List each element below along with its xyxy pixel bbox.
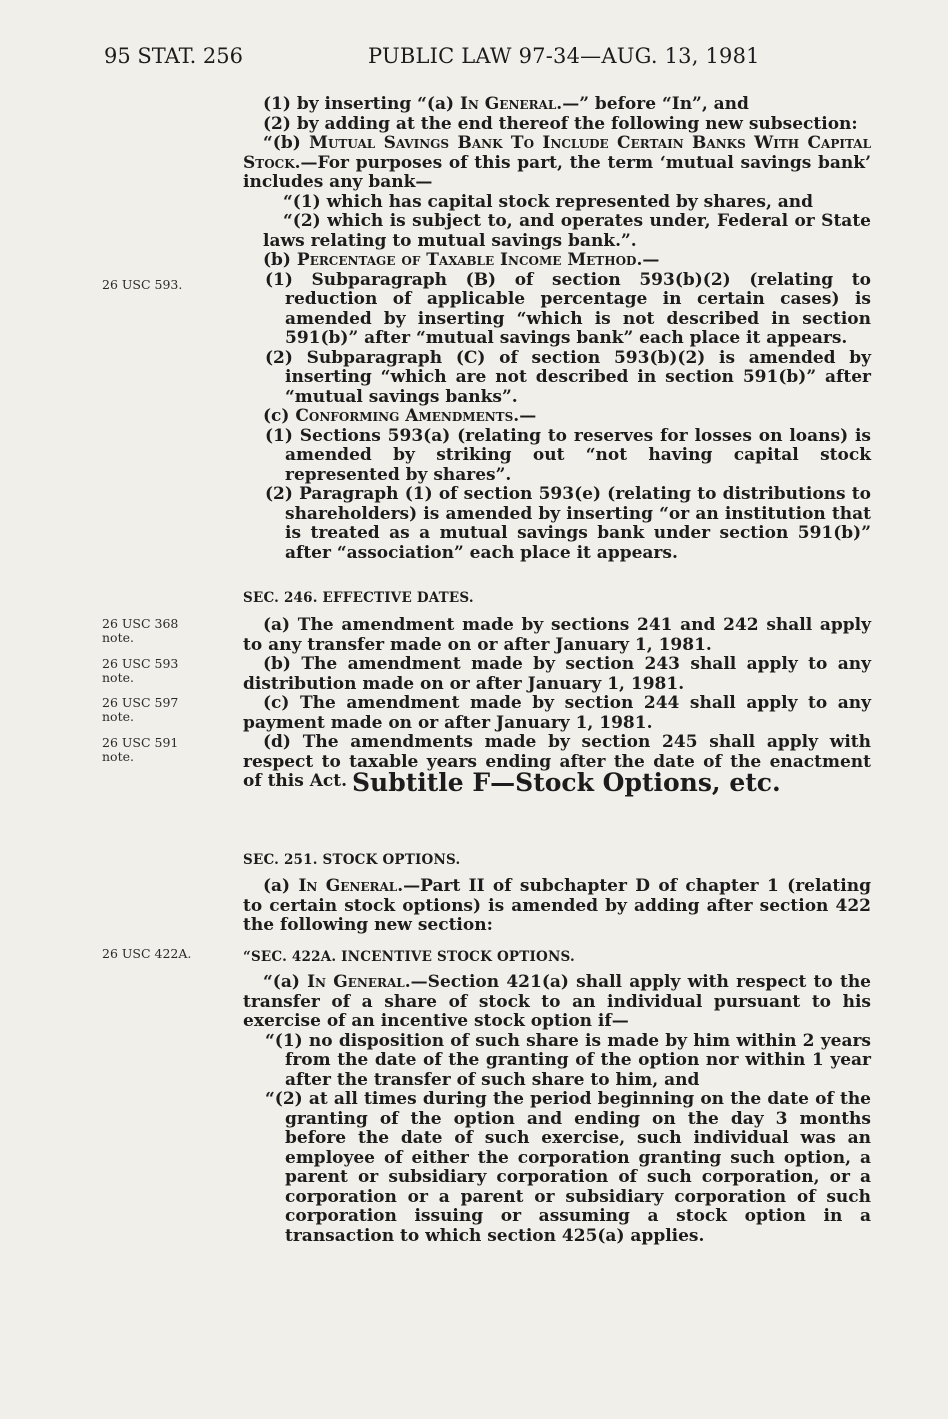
- sec-422a-heading: “SEC. 422A. INCENTIVE STOCK OPTIONS.: [243, 949, 575, 965]
- sec-251-heading: SEC. 251. STOCK OPTIONS.: [243, 852, 461, 868]
- paragraph: “(2) which is subject to, and operates under, Federal or State laws relating to mutual savings bank.”.: [263, 211, 871, 251]
- sec-251-body: [243, 877, 871, 936]
- paragraph: (a) The amendment made by sections 241 and 242 shall apply to any transfer made on or after January 1, 1981.: [243, 615, 871, 655]
- paragraph: (1) by inserting “(a) In General.—” before “In”, and: [263, 94, 749, 114]
- paragraph: (c) Conforming Amendments.—: [263, 406, 537, 426]
- margin-note-593-note: 26 USC 593 note.: [102, 656, 179, 685]
- paragraph: “(2) at all times during the period beginning on the date of the granting of the option and ending on the day 3 months before the date of such exercise, such individual was an employee of either the corporation granting such option, a parent or subsidiary corporation of such corporation, or a corporation or a parent or subsidiary corporation of such corporation issuing or assuming a stock option in a transaction to which section 425(a) applies.: [265, 1089, 871, 1246]
- paragraph: (2) Paragraph (1) of section 593(e) (relating to distributions to shareholders) is amended by inserting “or an institution that is treated as a mutual savings bank under section 591(b)” after “association” each place it appears.: [265, 484, 871, 563]
- paragraph: (d) The amendments made by section 245 shall apply with respect to taxable years ending after the date of the enactment of this Act.: [243, 732, 871, 791]
- margin-note-593: 26 USC 593.: [102, 277, 183, 292]
- law-title: PUBLIC LAW 97-34—AUG. 13, 1981: [368, 44, 760, 68]
- paragraph: (b) Percentage of Taxable Income Method.—: [263, 250, 660, 270]
- paragraph: “(1) no disposition of such share is made by him within 2 years from the date of the granting of the option nor within 1 year after the transfer of such share to him, and: [265, 1030, 871, 1090]
- paragraph: (c) The amendment made by section 244 shall apply to any payment made on or after January 1, 1981.: [243, 693, 871, 733]
- margin-note-591: 26 USC 591 note.: [102, 735, 179, 764]
- paragraph: (2) by adding at the end thereof the following new subsection:: [263, 113, 858, 134]
- margin-note-368: 26 USC 368 note.: [102, 616, 179, 645]
- sec-246-body: [243, 616, 871, 792]
- paragraph: “(1) which has capital stock represented by shares, and: [283, 191, 814, 212]
- paragraph: “(b) Mutual Savings Bank To Include Certain Banks With Capital Stock.—For purposes of this part, the term ‘mutual savings bank’ includes any bank—: [243, 133, 872, 192]
- subtitle-heading: Subtitle F—Stock Options, etc.: [352, 768, 781, 797]
- paragraph: (a) In General.—Part II of subchapter D of chapter 1 (relating to certain stock options) is amended by adding after section 422 the following new section:: [243, 876, 871, 935]
- page-header: [0, 44, 948, 84]
- sec-246-heading: SEC. 246. EFFECTIVE DATES.: [243, 590, 474, 606]
- sec-422a-body: [243, 973, 871, 1246]
- paragraph: (2) Subparagraph (C) of section 593(b)(2) is amended by inserting “which are not described in section 591(b)” after “mutual savings banks”.: [265, 347, 871, 407]
- margin-note-422a: 26 USC 422A.: [102, 946, 192, 961]
- paragraph: (1) Sections 593(a) (relating to reserves for losses on loans) is amended by striking out “not having capital stock represented by shares”.: [265, 425, 871, 485]
- amendment-block: [243, 95, 871, 563]
- stat-citation: 95 STAT. 256: [104, 44, 244, 68]
- margin-note-597: 26 USC 597 note.: [102, 695, 179, 724]
- paragraph: (1) Subparagraph (B) of section 593(b)(2) (relating to reduction of applicable percentage in certain cases) is amended by inserting “which is not described in section 591(b)” after “mutual savings bank” each place it appears.: [265, 269, 871, 348]
- paragraph: (b) The amendment made by section 243 shall apply to any distribution made on or after January 1, 1981.: [243, 654, 871, 694]
- paragraph: “(a) In General.—Section 421(a) shall apply with respect to the transfer of a share of stock to an individual pursuant to his exercise of an incentive stock option if—: [243, 972, 871, 1031]
